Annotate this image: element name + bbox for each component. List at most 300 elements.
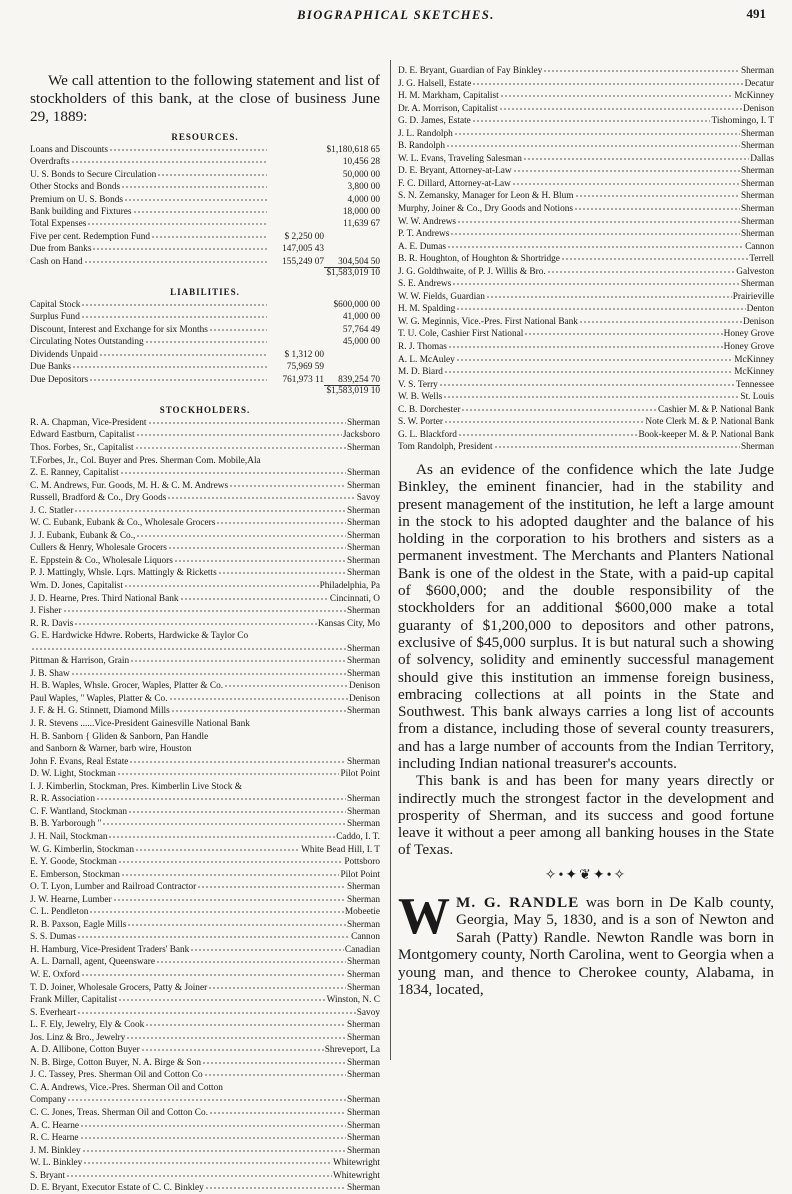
stockholder-name: J. B. Shaw: [30, 668, 70, 679]
dot-leader: [151, 230, 267, 239]
dot-leader: [202, 1056, 346, 1065]
stockholder-town: Canadian: [344, 944, 380, 955]
dot-leader: [486, 290, 732, 299]
dot-leader: [456, 302, 745, 311]
ledger-amount: 304,504 50: [338, 256, 380, 267]
stockholder-town: Sherman: [346, 656, 380, 667]
dot-leader: [63, 604, 346, 613]
stockholder-row: [30, 1093, 380, 1106]
ledger-row: [30, 180, 380, 192]
stockholder-town: Savoy: [356, 493, 380, 504]
stockholder-town: Sherman: [346, 1095, 380, 1106]
dot-leader: [512, 177, 740, 186]
stockholder-name: J. L. Randolph: [398, 128, 453, 139]
ledger-label: Five per cent. Redemption Fund: [30, 231, 151, 242]
ledger-label: Loans and Discounts: [30, 145, 108, 155]
stockholder-row: [30, 780, 380, 793]
dot-leader: [136, 529, 346, 538]
ledger-amount: 57,764 49: [342, 324, 380, 335]
ledger-label: Due from Banks: [30, 244, 92, 255]
stockholder-row: [30, 1131, 380, 1144]
stockholder-row: [398, 202, 774, 215]
stockholder-row: [30, 1081, 380, 1094]
stockholder-town: Pottsboro: [344, 857, 380, 868]
stockholder-town: Sherman: [346, 468, 380, 479]
stockholder-row: [398, 240, 774, 253]
dot-leader: [444, 365, 733, 374]
dot-leader: [249, 629, 379, 638]
ledger-row: [30, 205, 380, 217]
stockholder-name: W. B. Wells: [398, 392, 443, 403]
dot-leader: [448, 340, 723, 349]
stockholder-row: [30, 930, 380, 943]
stockholder-row: [30, 792, 380, 805]
stockholder-town: Sherman: [346, 1107, 380, 1118]
stockholder-name: A. C. Hearne: [30, 1120, 80, 1131]
stockholder-town: Sherman: [740, 191, 774, 202]
stockholder-name: T. D. Joiner, Wholesale Grocers, Patty & Joiner: [30, 982, 208, 993]
dot-leader: [543, 64, 740, 73]
dot-leader: [579, 315, 742, 324]
dot-leader: [124, 193, 267, 202]
stockholder-row: [398, 403, 774, 416]
stockholder-town: Book-keeper M. & P. National Bank: [638, 429, 774, 440]
stockholder-name: B. B. Yarborough ": [30, 819, 102, 830]
liabilities-table: [30, 298, 380, 385]
stockholder-row: [30, 416, 380, 429]
dot-leader: [208, 981, 346, 990]
stockholder-row: [30, 1169, 380, 1182]
dot-leader: [524, 327, 722, 336]
ledger-amount: 18,000 00: [342, 207, 380, 218]
stockholder-name: W. W. Fields, Guardian: [398, 291, 485, 302]
dot-leader: [547, 265, 736, 274]
stockholder-name: M. D. Biard: [398, 367, 443, 378]
stockholder-town: Kansas City, Mo: [317, 618, 380, 629]
dot-leader: [197, 880, 346, 889]
stockholder-row: [398, 189, 774, 202]
dot-leader: [167, 491, 355, 500]
ledger-label: Overdrafts: [30, 157, 70, 168]
stockholder-name: J. H. Nail, Stockman: [30, 831, 108, 842]
ledger-row: [30, 360, 380, 372]
dot-leader: [74, 504, 346, 513]
stockholder-town: Shreveport, La: [324, 1045, 380, 1056]
stockholder-row: [30, 617, 380, 630]
stockholder-town: Sherman: [346, 919, 380, 930]
ledger-row: [30, 373, 380, 385]
stockholder-row: [398, 378, 774, 391]
stockholder-name: Company: [30, 1095, 67, 1106]
ledger-amount: $1,180,618 65: [326, 145, 380, 155]
stockholder-town: Tishomingo, I. T: [711, 116, 774, 127]
stockholder-town: St. Louis: [740, 392, 774, 403]
stockholder-row: [30, 843, 380, 856]
stockholder-name: W. G. Meginnis, Vice.-Pres. First National Bank: [398, 316, 578, 327]
stockholder-name: W. L. Evans, Traveling Salesman: [398, 153, 522, 164]
dot-leader: [127, 918, 346, 927]
dot-leader: [108, 830, 335, 839]
stockholder-row: [30, 554, 380, 567]
ledger-amount: 3,800 00: [347, 182, 380, 193]
dot-leader: [145, 1018, 346, 1027]
dot-leader: [458, 428, 638, 437]
dot-leader: [251, 717, 379, 726]
stockholder-row: [30, 579, 380, 592]
stockholder-row: [398, 152, 774, 165]
stockholder-name: Edward Eastburn, Capitalist: [30, 430, 135, 441]
dot-leader: [575, 189, 740, 198]
stockholder-name: W. W. Andrews: [398, 216, 457, 227]
stockholder-row: [30, 604, 380, 617]
stockholder-town: Honey Grove: [723, 342, 774, 353]
stockholder-town: Decatur: [744, 78, 774, 89]
dot-leader: [136, 428, 342, 437]
stockholder-name: J. J. Eubank, Eubank & Co.,: [30, 530, 136, 541]
stockholder-town: Sherman: [346, 957, 380, 968]
page-header: [0, 6, 792, 28]
dot-leader: [77, 1006, 356, 1015]
dot-leader: [574, 202, 740, 211]
stockholder-name: F. C. Dillard, Attorney-at-Law: [398, 178, 511, 189]
stockholder-row: [30, 1006, 380, 1019]
stockholders-list-left: [30, 416, 380, 1194]
stockholder-town: Sherman: [346, 530, 380, 541]
ledger-label: Total Expenses: [30, 219, 87, 230]
dot-leader: [472, 77, 743, 86]
stockholder-row: [30, 817, 380, 830]
stockholder-name: D. E. Bryant, Attorney-at-Law: [398, 166, 512, 177]
stockholder-name: G. E. Hardwicke Hdwre. Roberts, Hardwicke & Taylor Co: [30, 631, 249, 642]
resources-table: [30, 143, 380, 267]
stockholder-town: Sherman: [346, 643, 380, 654]
stockholder-row: [30, 642, 380, 655]
stockholder-town: Note Clerk M. & P. National Bank: [645, 417, 774, 428]
right-column: [398, 64, 774, 999]
stockholder-row: [398, 64, 774, 77]
stockholder-row: [30, 529, 380, 542]
stockholder-name: A. L. McAuley: [398, 354, 455, 365]
dot-leader: [135, 843, 300, 852]
dot-leader: [174, 554, 346, 563]
dot-leader: [120, 466, 346, 475]
dot-leader: [443, 390, 739, 399]
stockholder-row: [30, 692, 380, 705]
stockholder-town: Sherman: [346, 555, 380, 566]
stockholder-name: J. Fisher: [30, 606, 62, 617]
stockholder-town: Philadelphia, Pa: [319, 581, 380, 592]
stockholder-town: Sherman: [740, 66, 774, 76]
ledger-amount: 839,254 70: [338, 374, 380, 385]
stockholder-town: Sherman: [346, 756, 380, 767]
dot-leader: [209, 730, 379, 739]
dot-leader: [444, 415, 644, 424]
stockholder-town: Sherman: [346, 819, 380, 830]
stockholder-row: [30, 1031, 380, 1044]
dot-leader: [446, 139, 740, 148]
stockholder-name: S. Bryant: [30, 1170, 66, 1181]
stockholder-name: and Sanborn & Warner, barb wire, Houston: [30, 744, 192, 755]
dot-leader: [229, 479, 346, 488]
dot-leader: [156, 955, 346, 964]
dot-leader: [80, 1131, 346, 1140]
stockholder-name: D. W. Light, Stockman: [30, 769, 116, 780]
stockholder-name: A. D. Allibone, Cotton Buyer: [30, 1045, 140, 1056]
left-column: [30, 72, 380, 1194]
stockholder-row: [398, 215, 774, 228]
stockholder-row: [30, 868, 380, 881]
dot-leader: [133, 205, 268, 214]
stockholder-town: McKinney: [734, 91, 774, 102]
stockholder-name: Paul Waples, " Waples, Platter & Co.: [30, 693, 168, 704]
dot-leader: [494, 440, 740, 449]
stockholder-row: [398, 265, 774, 278]
dot-leader: [171, 704, 346, 713]
stockholder-town: Sherman: [346, 443, 380, 453]
stockholder-town: Sherman: [346, 1120, 380, 1131]
stockholder-row: [30, 592, 380, 605]
dot-leader: [145, 335, 267, 344]
stockholder-name: R. R. Davis: [30, 618, 74, 629]
stockholder-row: [30, 1043, 380, 1056]
liabilities-heading: LIABILITIES.: [170, 287, 240, 298]
dot-leader: [168, 541, 346, 550]
ledger-subamount: $ 2,250 00: [284, 231, 324, 242]
stockholder-row: [30, 1156, 380, 1169]
ledger-amount: 50,000 00: [342, 169, 380, 180]
ledger-row: [30, 348, 380, 360]
stockholder-row: [398, 428, 774, 441]
stockholder-name: V. S. Terry: [398, 379, 438, 390]
stockholder-name: J. C. Tassey, Pres. Sherman Oil and Cotton Co: [30, 1070, 203, 1081]
dot-leader: [148, 416, 346, 425]
stockholder-town: Sherman: [346, 1183, 380, 1194]
ledger-label: Discount, Interest and Exchange for six Months: [30, 324, 208, 335]
stockholder-town: Sherman: [740, 279, 774, 290]
stockholder-name: T.Forbes, Jr., Col. Buyer and Pres. Sherman Com. Mobile,Ala: [30, 455, 261, 466]
stockholder-row: [30, 1106, 380, 1119]
stockholder-name: B. R. Houghton, of Houghton & Shortridge: [398, 254, 560, 265]
stockholder-row: [30, 767, 380, 780]
stockholder-row: [30, 880, 380, 893]
stockholder-name: W. C. Eubank, Eubank & Co., Wholesale Grocers: [30, 518, 216, 529]
stockholder-town: Sherman: [346, 1057, 380, 1068]
stockholder-name: W. E. Oxford: [30, 969, 80, 980]
stockholder-town: Savoy: [356, 1007, 380, 1018]
dot-leader: [262, 454, 379, 463]
ledger-label: Premium on U. S. Bonds: [30, 194, 123, 205]
stockholder-town: Sherman: [346, 568, 380, 579]
ledger-label: Circulating Notes Outstanding: [30, 337, 144, 348]
stockholder-row: [398, 440, 774, 453]
resources-heading: RESOURCES.: [171, 132, 239, 142]
stockholder-row: [30, 981, 380, 994]
stockholder-town: Pilot Point: [340, 769, 380, 780]
stockholder-name: Jos. Linz & Bro., Jewelry: [30, 1032, 126, 1043]
stockholder-town: Whitewright: [333, 1170, 380, 1181]
stockholder-row: [398, 290, 774, 303]
dot-leader: [461, 403, 657, 412]
stockholder-town: Sherman: [346, 1020, 380, 1031]
stockholder-name: B. Randolph: [398, 141, 446, 152]
stockholder-row: [30, 454, 380, 467]
stockholder-name: R. C. Hearne: [30, 1133, 79, 1144]
stockholder-row: [30, 955, 380, 968]
stockholder-town: Sherman: [740, 216, 774, 227]
ledger-row: [30, 230, 380, 242]
ledger-row: [30, 242, 380, 254]
stockholder-name: D. E. Bryant, Guardian of Fay Binkley: [398, 66, 543, 76]
dot-leader: [121, 180, 267, 189]
dot-leader: [209, 1106, 346, 1115]
stockholder-town: Pilot Point: [340, 869, 380, 880]
stockholder-row: [30, 679, 380, 692]
stockholder-name: H. M. Markham, Capitalist: [398, 91, 499, 102]
dot-leader: [118, 855, 344, 864]
stockholder-name: S. W. Porter: [398, 417, 443, 428]
stockholder-name: C. F. Wantland, Stockman: [30, 806, 127, 817]
ledger-label: Other Stocks and Bonds: [30, 182, 121, 193]
column-divider: [390, 60, 391, 1060]
stockholder-name: J. W. Hearne, Lumber: [30, 894, 112, 905]
stockholder-town: Sherman: [346, 543, 380, 554]
dot-leader: [71, 667, 346, 676]
stockholder-town: Sherman: [346, 1032, 380, 1043]
stockholder-row: [398, 177, 774, 190]
body-paragraph-2: This bank is and has been for many years directly or indirectly much the strongest factor in the development and prosperity of Sherman, and its success and good fortune leave it without a peer among all banking houses in the State of Texas.: [398, 772, 774, 859]
stockholder-name: H. M. Spalding: [398, 304, 456, 315]
stockholder-town: Sherman: [346, 417, 380, 428]
stockholder-name: L. F. Ely, Jewelry, Ely & Cook: [30, 1020, 145, 1031]
stockholder-row: [398, 139, 774, 152]
stockholder-town: Galveston: [736, 266, 774, 277]
stockholder-name: W. G. Kimberlin, Stockman: [30, 844, 134, 855]
stockholder-town: McKinney: [734, 354, 774, 365]
ledger-label: Bank building and Fixtures: [30, 207, 132, 218]
stockholder-name: P. J. Mattingly, Whsle. Lqrs. Mattingly & Ricketts: [30, 568, 217, 579]
stockholder-row: [398, 327, 774, 340]
dot-leader: [513, 164, 740, 173]
ledger-subamount: 147,005 43: [282, 244, 324, 255]
stockholder-town: Denison: [743, 316, 774, 327]
ledger-row: [30, 168, 380, 180]
stockholder-town: Tennessee: [735, 379, 774, 390]
stockholder-town: Sherman: [346, 668, 380, 679]
dot-leader: [130, 654, 346, 663]
stockholder-name: S. N. Zemansky, Manager for Leon & H. Blum: [398, 191, 574, 202]
stockholder-row: [30, 905, 380, 918]
dot-leader: [456, 353, 733, 362]
dot-leader: [157, 168, 267, 177]
stockholders-heading: STOCKHOLDERS.: [159, 404, 251, 415]
stockholder-town: Honey Grove: [723, 329, 774, 340]
dot-leader: [102, 817, 345, 826]
section-ornament: ✧•✦❦✦•✧: [544, 867, 628, 883]
dot-leader: [109, 143, 267, 152]
dot-leader: [117, 767, 340, 776]
stockholder-name: J. G. Halsell, Estate: [398, 78, 472, 89]
stockholder-row: [398, 277, 774, 290]
stockholder-town: Sherman: [346, 1133, 380, 1144]
ledger-row: [30, 323, 380, 335]
dot-leader: [121, 868, 340, 877]
stockholder-town: Cannon: [745, 241, 774, 252]
stockholder-town: Sherman: [346, 606, 380, 617]
ledger-row: [30, 310, 380, 322]
dot-leader: [74, 617, 316, 626]
stockholder-town: McKinney: [734, 367, 774, 378]
drop-cap: W: [398, 887, 450, 945]
dot-leader: [126, 1031, 346, 1040]
stockholder-row: [30, 893, 380, 906]
stockholder-name: H. B. Waples, Whsle. Grocer, Waples, Platter & Co.: [30, 681, 224, 692]
ledger-amount: $600,000 00: [333, 300, 380, 311]
stockholder-row: [30, 1144, 380, 1157]
stockholder-town: Sherman: [346, 480, 380, 491]
stockholder-row: [30, 566, 380, 579]
ledger-label: Due Depositors: [30, 374, 89, 385]
stockholder-row: [30, 993, 380, 1006]
intro-paragraph: We call attention to the following statement and list of stockholders of this bank, at the close of business June 29, 1889:: [30, 72, 380, 125]
dot-leader: [216, 516, 346, 525]
stockholder-row: [398, 127, 774, 140]
stockholder-town: Denison: [349, 693, 380, 704]
ledger-subamount: $ 1,312 00: [284, 349, 324, 360]
ledger-amount: 10,456 28: [342, 157, 380, 168]
stockholder-name: O. T. Lyon, Lumber and Railroad Contractor: [30, 882, 197, 893]
stockholder-row: [30, 830, 380, 843]
dot-leader: [169, 692, 348, 701]
stockholder-row: [30, 466, 380, 479]
stockholder-town: Sherman: [346, 1145, 380, 1156]
dot-leader: [457, 215, 740, 224]
stockholder-town: Sherman: [740, 178, 774, 189]
dot-leader: [81, 298, 267, 307]
stockholder-town: Sherman: [346, 806, 380, 817]
stockholder-town: Cincinnati, O: [329, 593, 380, 604]
dot-leader: [135, 441, 346, 450]
stockholder-row: [398, 77, 774, 90]
stockholder-town: Winston, N. C: [326, 995, 380, 1006]
stockholder-town: Cannon: [351, 932, 380, 943]
stockholder-name: Pittman & Harrison, Grain: [30, 656, 130, 667]
stockholder-row: [30, 629, 380, 642]
dot-leader: [82, 1144, 346, 1153]
resources-total: $1,583,019 10: [30, 267, 380, 279]
dot-leader: [89, 905, 344, 914]
stockholder-name: J. C. Statler: [30, 505, 74, 516]
dot-leader: [447, 240, 744, 249]
dot-leader: [80, 1119, 346, 1128]
ledger-subamount: 155,249 07: [282, 256, 324, 267]
stockholder-row: [30, 943, 380, 956]
ledger-row: [30, 335, 380, 347]
stockholder-name: H. Hamburg, Vice-President Traders' Bank: [30, 944, 190, 955]
ledger-amount: 11,639 67: [343, 219, 380, 230]
ledger-subamount: 75,969 59: [286, 362, 324, 373]
stockholder-row: [30, 1068, 380, 1081]
dot-leader: [523, 152, 749, 161]
stockholder-name: J. F. & H. G. Stinnett, Diamond Mills: [30, 706, 170, 717]
stockholder-row: [30, 855, 380, 868]
stockholder-town: Sherman: [740, 204, 774, 215]
stockholder-row: [398, 227, 774, 240]
stockholder-name: J. G. Goldthwaite, of P. J. Willis & Bro.: [398, 266, 546, 277]
dot-leader: [218, 566, 346, 575]
dot-leader: [192, 742, 379, 751]
stockholder-name: R. J. Thomas: [398, 342, 447, 353]
stockholder-name: R. R. Association: [30, 794, 96, 805]
